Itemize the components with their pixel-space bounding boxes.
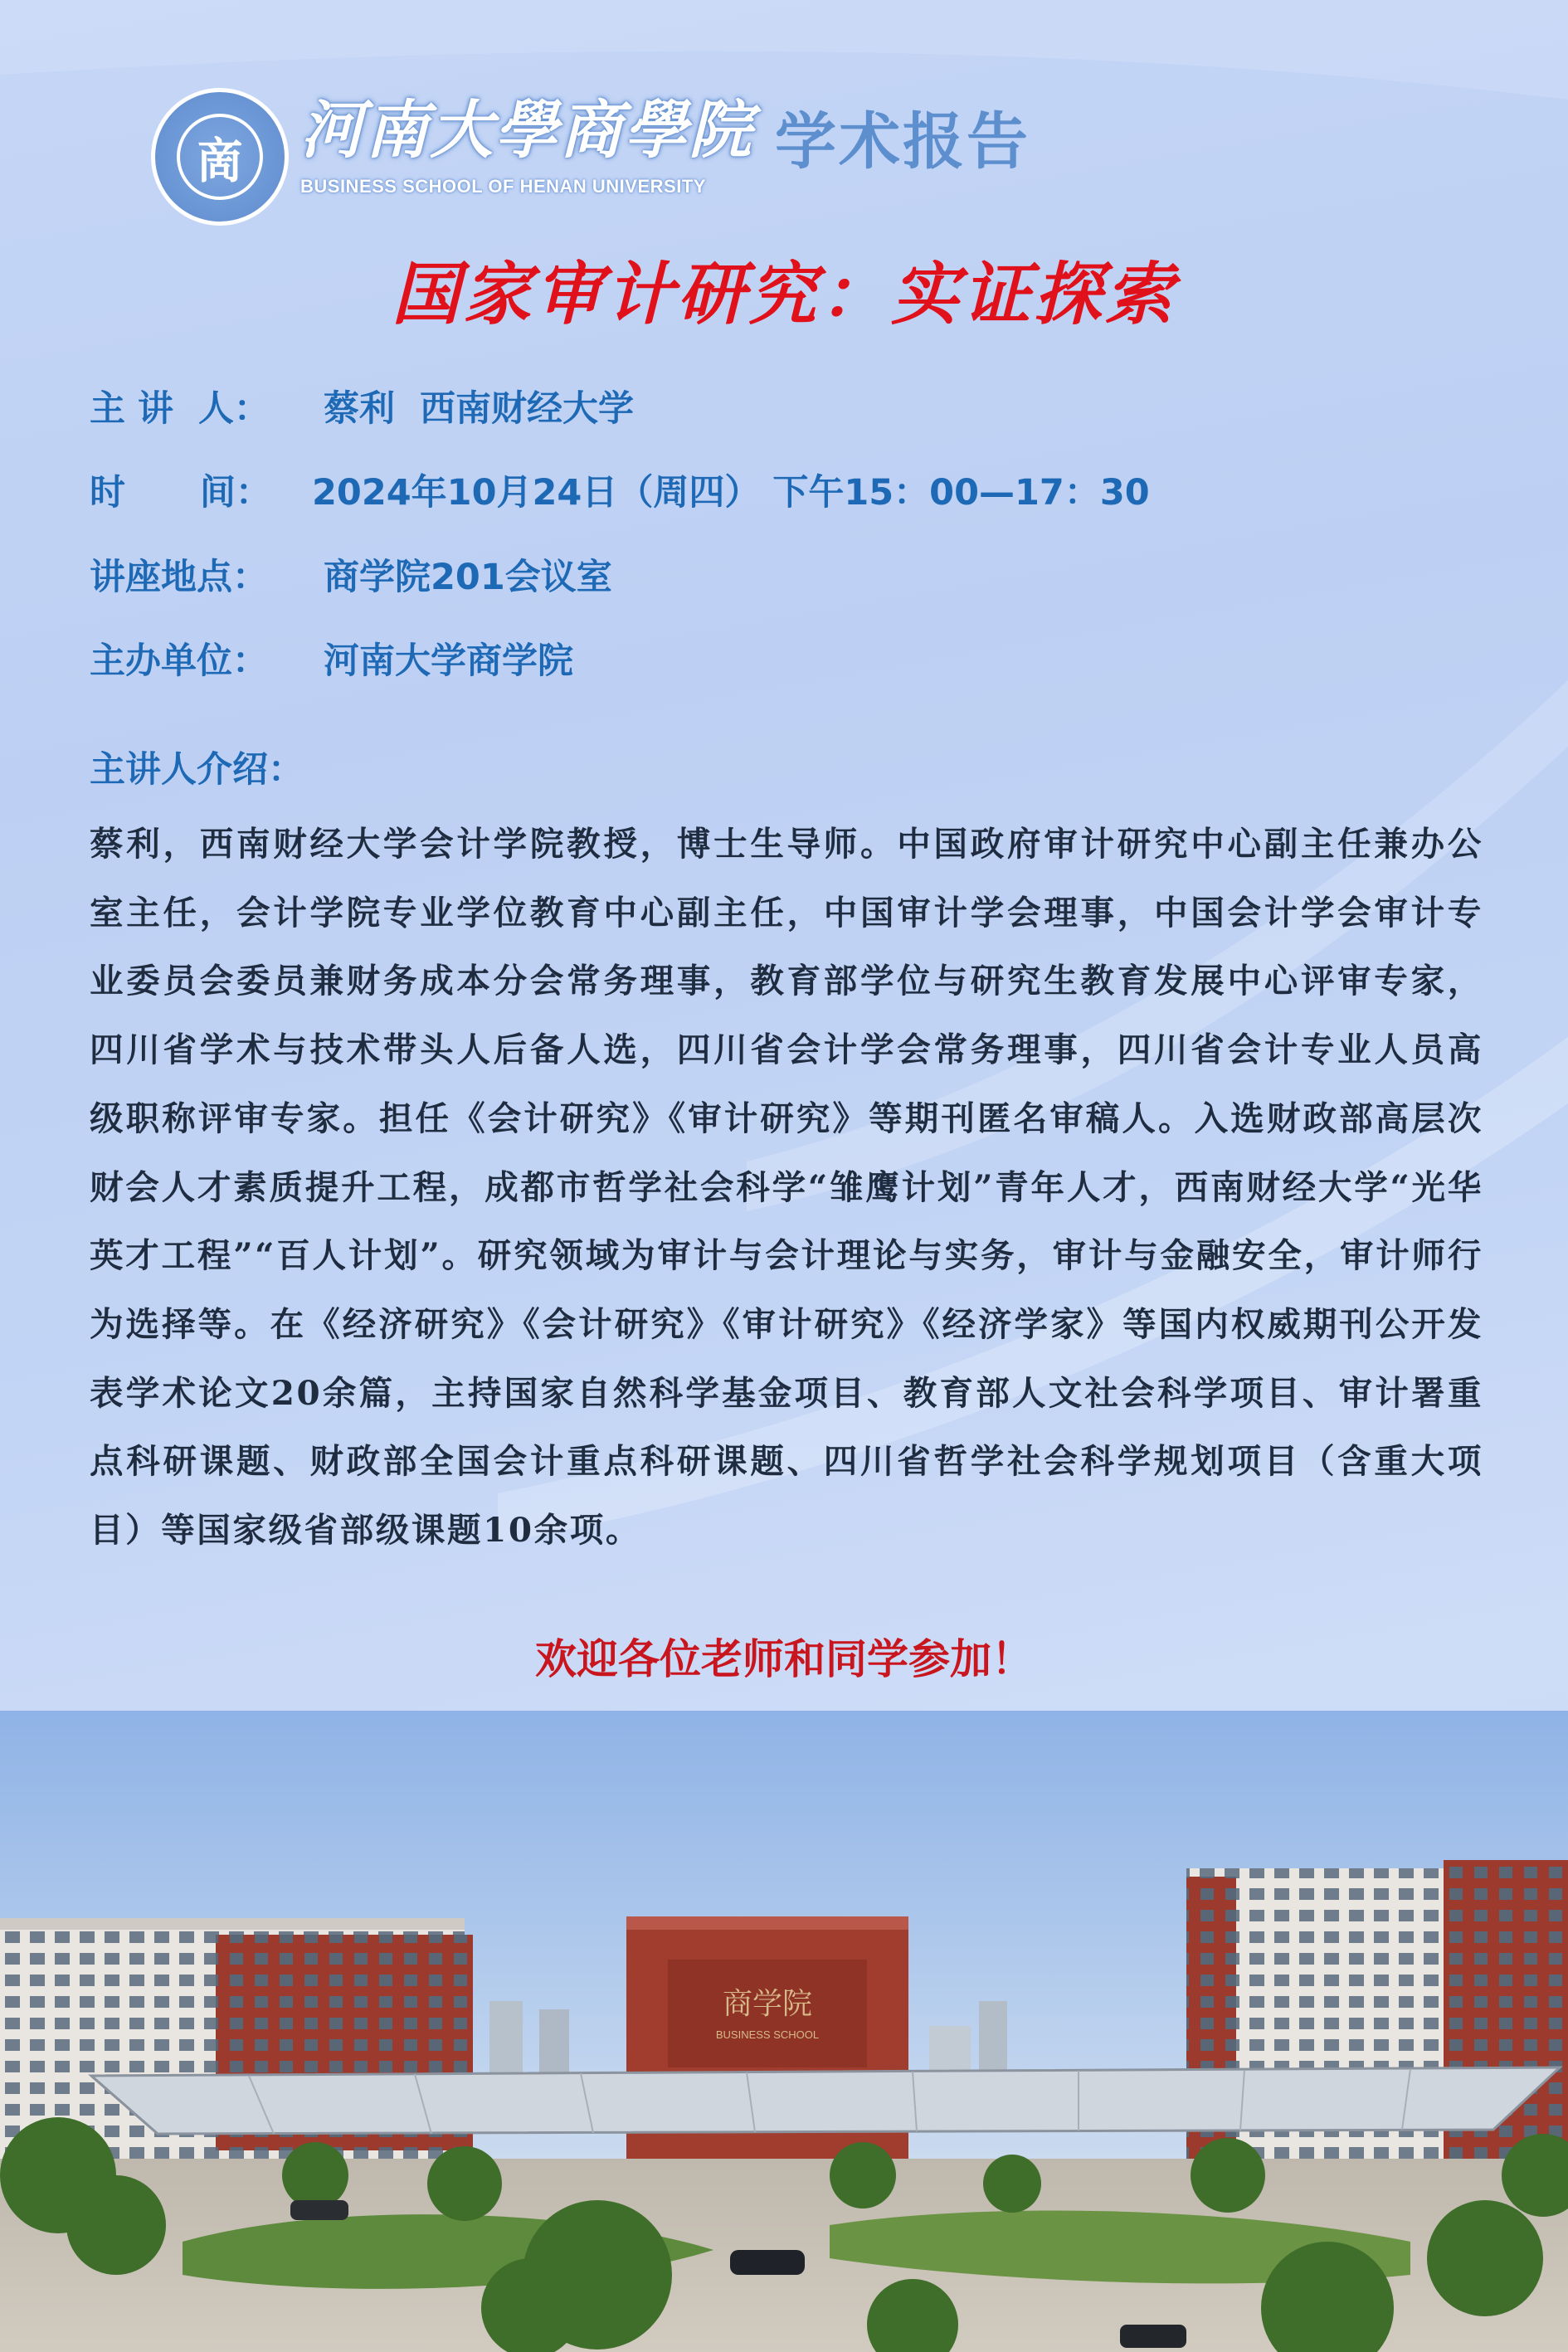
intro-heading: 主讲人介绍： [90,749,304,791]
intro-text: 蔡利，西南财经大学会计学院教授，博士生导师。中国政府审计研究中心副主任兼办公室主任，会计学院专业学位教育中心副主任，中国审计学会理事，中国会计学会审计专业委员会委员兼财务成本分会常务理事，教育部学位与研究生教育发展中心评审专家，四川省学术与技术带头人后备人选，四川省会计学会常务理事，四川省会计专业人员高级职称评审专家。担任《会计研究》《审计研究》等期刊匿名审稿人。入选财政部高层次财会人才素质提升工程，成都市哲学社会科学“雏鹰计划”青年人才，西南财经大学“光华英才工程”“百人计划”。研究领域为审计与会计理论与实务，审计与金融安全，审计师行为选择等。在《经济研究》《会计研究》《审计研究》《经济学家》等国内权威期刊公开发表学术论文20余篇，主持国家自然科学基金项目、教育部人文社会科学项目、审计署重点科研课题、财政部全国会计重点科研课题、四川省哲学社会科学规划项目（含重大项目）等国家级省部级课题10余项。 [90,824,1483,1551]
school-name-logo: 河南大學商學院 [300,93,753,167]
lecture-title: 国家审计研究：实证探索 [392,255,1176,334]
header [151,83,1561,216]
welcome-message: 欢迎各位老师和同学参加！ [535,1635,1033,1683]
campus-photo [0,1711,1568,2352]
venue-value: 商学院201会议室 [324,557,612,598]
organizer-label: 主办单位： [90,640,268,682]
time-label: 时 间： [90,472,271,514]
speaker-value: 蔡利 西南财经大学 [324,388,634,430]
report-label: 学术报告 [775,106,1030,178]
speaker-label: 主 讲 人： [90,388,270,430]
building-sign-en: BUSINESS SCHOOL [715,2028,820,2041]
organizer-value: 河南大学商学院 [324,640,573,682]
school-name-english: BUSINESS SCHOOL OF HENAN UNIVERSITY [300,176,706,197]
university-seal-icon [151,88,289,226]
venue-label: 讲座地点： [90,557,268,598]
time-value: 2024年10月24日（周四） 下午15：00—17：30 [312,472,1150,514]
seal-glyph: 啇 [177,114,263,200]
building-sign: 商学院 [722,1987,813,2021]
